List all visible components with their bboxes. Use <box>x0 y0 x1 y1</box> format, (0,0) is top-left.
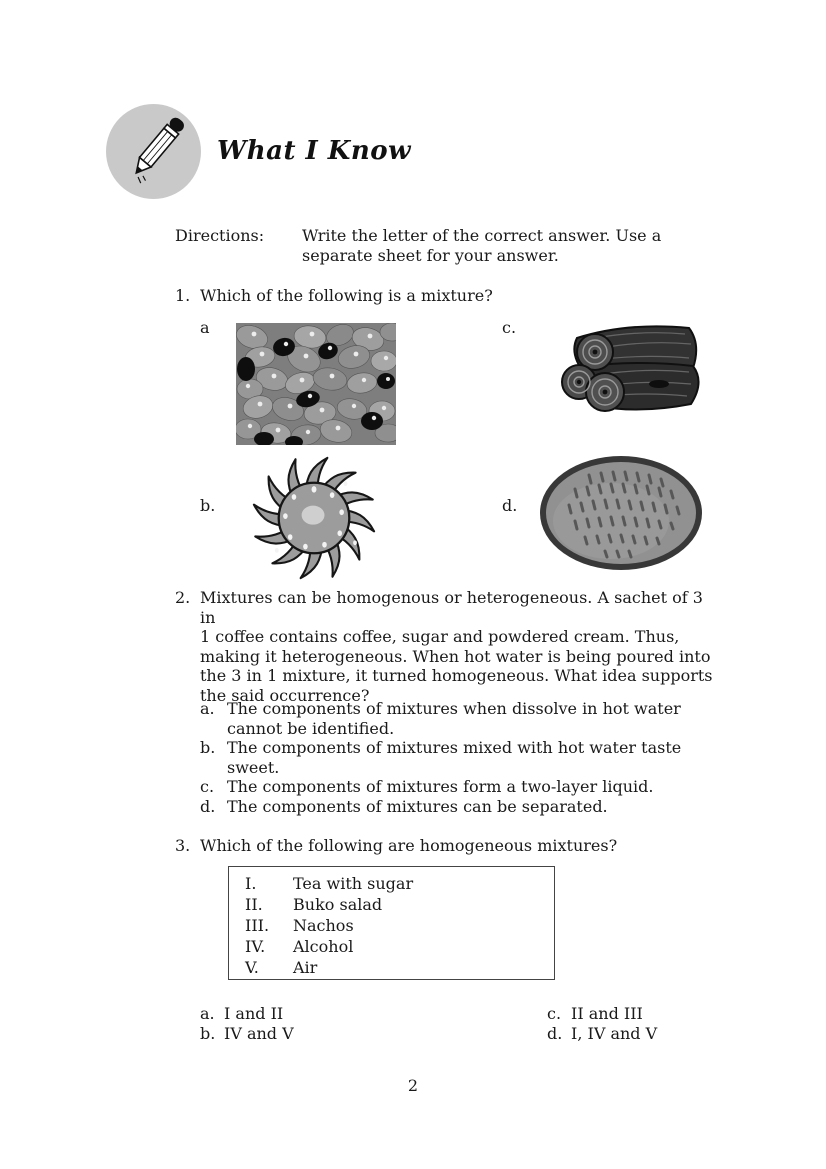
directions-line: Write the letter of the correct answer. Use a <box>302 226 662 245</box>
directions-line: separate sheet for your answer. <box>302 245 559 265</box>
question-2-text: Mixtures can be homogenous or heterogeneous. A sachet of 3 in 1 coffee contains coffee, sugar and powdered cream. Thus, making it heterogeneous. When hot water is being poured into the 3 in 1 mixture, it turned homogeneous. What idea supports the said occurrence? <box>200 588 713 705</box>
page-title: What I Know <box>217 136 411 166</box>
question-3-text: Which of the following are homogeneous mixtures? <box>200 836 618 855</box>
question-2 <box>175 588 720 705</box>
candies-beans-image <box>236 323 396 445</box>
option-d-label: d. <box>502 496 518 515</box>
question-3-option-c: c. II and III <box>547 1004 643 1023</box>
question-1-number: 1. <box>175 286 191 305</box>
option-c-image <box>543 316 703 426</box>
list-item: IV. Alcohol <box>245 937 354 956</box>
question-2-option-d: d. The components of mixtures can be separated. <box>200 796 608 816</box>
option-b-image <box>252 455 376 585</box>
question-3-options-left <box>200 1004 294 1043</box>
question-3-option-d: d. I, IV and V <box>547 1023 658 1043</box>
logs-image <box>543 316 703 422</box>
page-number: 2 <box>407 1076 419 1095</box>
directions-label: Directions: <box>175 226 265 245</box>
list-item: II. Buko salad <box>245 895 383 914</box>
question-2-option-a: a. The components of mixtures when dissolve in hot water cannot be identified. <box>200 699 681 738</box>
oval-loaf-image <box>537 453 705 573</box>
list-item: I. Tea with sugar <box>245 874 414 893</box>
list-item: III. Nachos <box>245 916 354 935</box>
question-3-options-right <box>547 1004 657 1043</box>
question-2-option-b: b. The components of mixtures mixed with hot water taste sweet. <box>200 738 682 777</box>
option-d-image <box>537 453 705 577</box>
list-item: V. Air <box>245 958 318 977</box>
directions <box>175 226 684 265</box>
option-b-label: b. <box>200 496 216 515</box>
question-3-option-a: a. I and II <box>200 1004 284 1023</box>
directions-text <box>302 226 684 265</box>
question-3 <box>175 836 617 856</box>
question-3-option-b: b. IV and V <box>200 1023 294 1043</box>
sun-image <box>252 455 376 581</box>
question-2-number: 2. <box>175 588 191 607</box>
question-1 <box>175 286 493 306</box>
option-a-label: a <box>200 318 210 337</box>
pencil-icon <box>105 103 202 200</box>
question-3-number: 3. <box>175 836 191 855</box>
pencil-badge <box>105 103 202 200</box>
question-3-list-box <box>228 866 555 980</box>
option-c-label: c. <box>502 318 517 337</box>
question-1-text: Which of the following is a mixture? <box>200 286 493 305</box>
option-a-image <box>236 323 396 449</box>
question-2-option-c: c. The components of mixtures form a two-layer liquid. <box>200 777 654 796</box>
question-2-options <box>200 699 722 816</box>
